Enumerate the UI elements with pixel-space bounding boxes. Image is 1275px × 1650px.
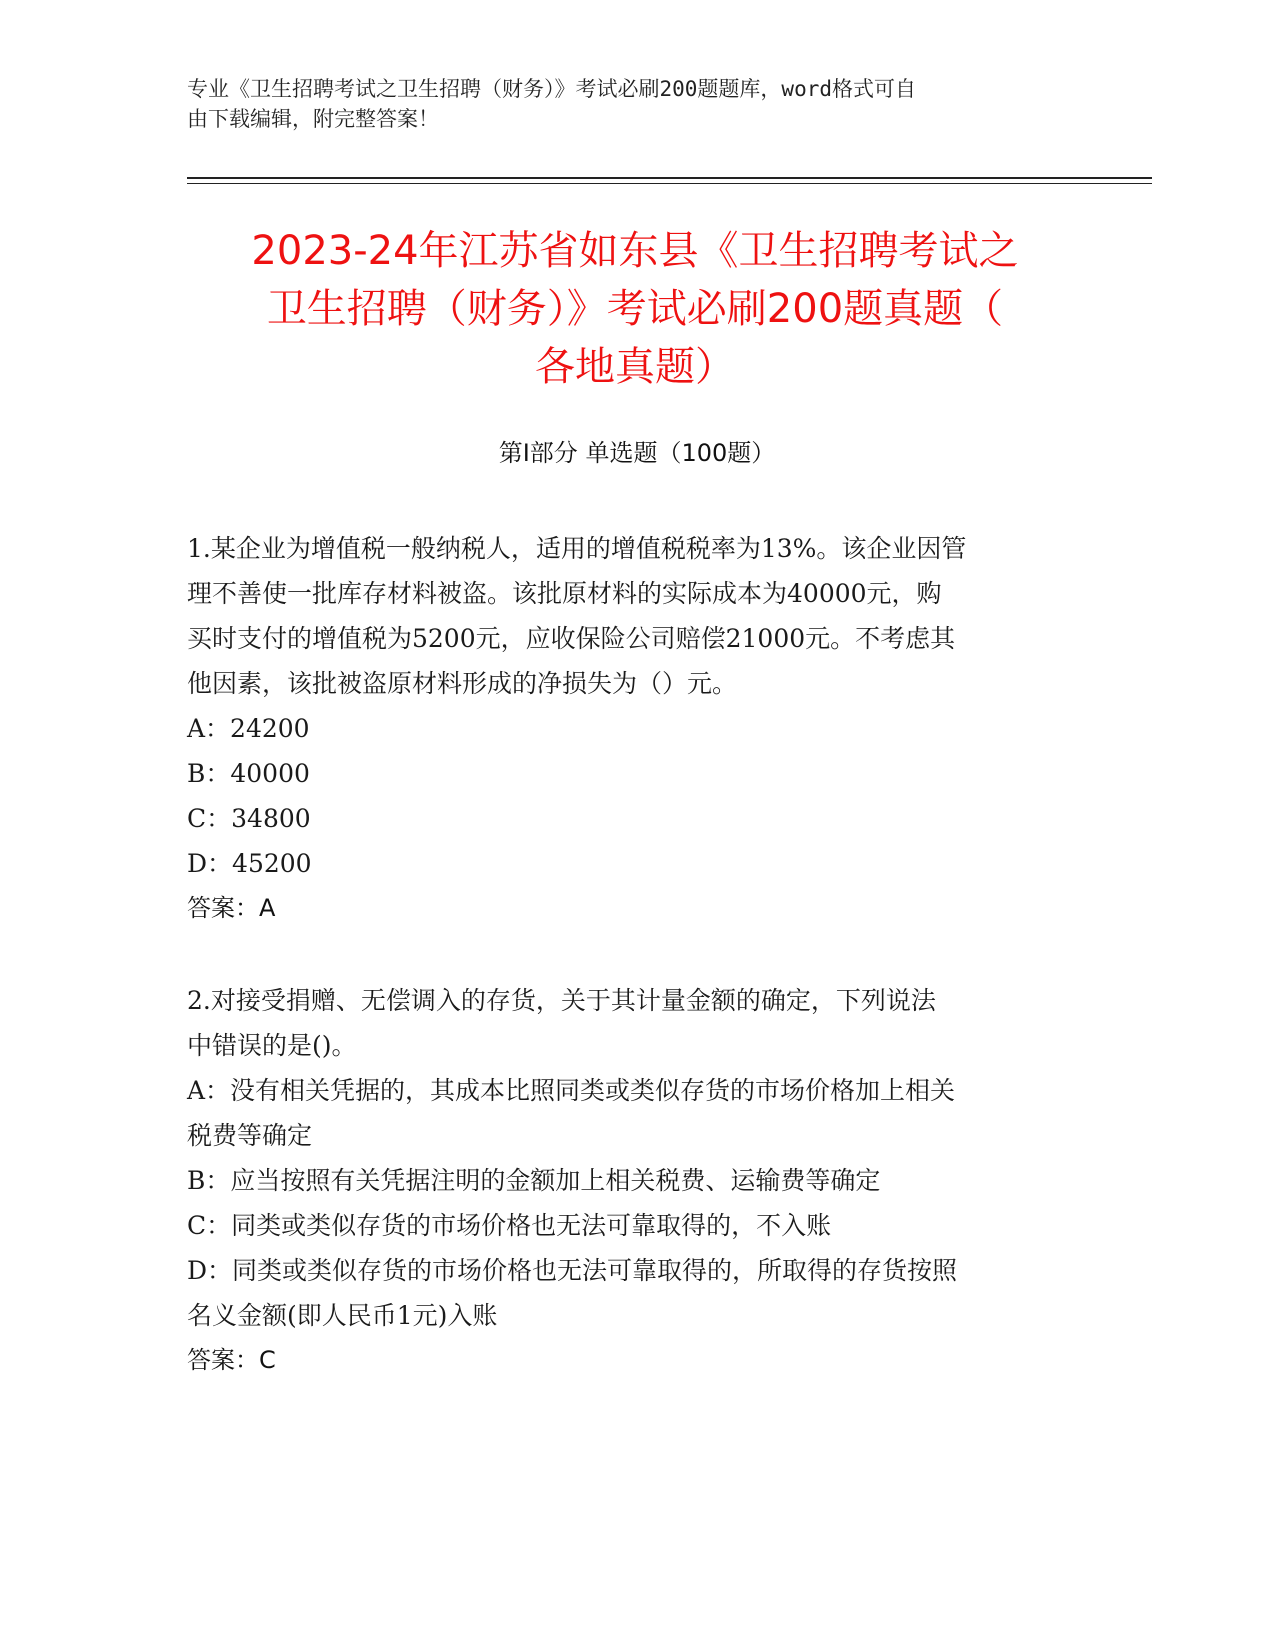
- question-stem-line: 理不善使一批库存材料被盗。该批原材料的实际成本为40000元，购: [187, 579, 942, 608]
- question-stem-line: 他因素，该批被盗原材料形成的净损失为（）元。: [187, 669, 738, 698]
- option-d-continued: 名义金额(即人民币1元)入账: [187, 1301, 498, 1330]
- section-title: 第Ⅰ部分 单选题（100题）: [498, 439, 776, 467]
- header-note-line: 由下载编辑，附完整答案！: [187, 107, 439, 131]
- option-d: D：同类或类似存货的市场价格也无法可靠取得的，所取得的存货按照: [187, 1256, 958, 1285]
- question-stem-line: 买时支付的增值税为5200元，应收保险公司赔偿21000元。不考虑其: [187, 624, 956, 653]
- question-1: [187, 526, 1087, 931]
- question-2: [187, 978, 1087, 1383]
- option-c: C：34800: [187, 804, 311, 833]
- question-stem-line: 中错误的是()。: [187, 1031, 357, 1060]
- question-stem-line: 1.某企业为增值税一般纳税人，适用的增值税税率为13%。该企业因管: [187, 534, 967, 563]
- option-a-continued: 税费等确定: [187, 1121, 313, 1150]
- page-title-line: 卫生招聘（财务）》考试必刷200题真题（: [266, 286, 1004, 332]
- header-rule-thin: [187, 183, 1152, 184]
- option-d: D：45200: [187, 849, 312, 878]
- page-title-line: 2023-24年江苏省如东县《卫生招聘考试之: [251, 228, 1019, 274]
- question-stem-line: 2.对接受捐赠、无偿调入的存货，关于其计量金额的确定，下列说法: [187, 986, 936, 1015]
- option-c: C：同类或类似存货的市场价格也无法可靠取得的，不入账: [187, 1211, 832, 1240]
- answer-label: 答案：A: [187, 894, 276, 922]
- header-note-line: 专业《卫生招聘考试之卫生招聘（财务）》考试必刷200题题库，word格式可自: [187, 77, 916, 101]
- option-b: B：40000: [187, 759, 310, 788]
- option-a: A：没有相关凭据的，其成本比照同类或类似存货的市场价格加上相关: [187, 1076, 956, 1105]
- page-title: [170, 222, 1100, 396]
- answer-label: 答案：C: [187, 1346, 276, 1374]
- header-rule-thick: [187, 177, 1152, 179]
- header-note: [187, 74, 1067, 134]
- page-title-line: 各地真题）: [535, 344, 735, 390]
- option-a: A：24200: [187, 714, 310, 743]
- option-b: B：应当按照有关凭据注明的金额加上相关税费、运输费等确定: [187, 1166, 881, 1195]
